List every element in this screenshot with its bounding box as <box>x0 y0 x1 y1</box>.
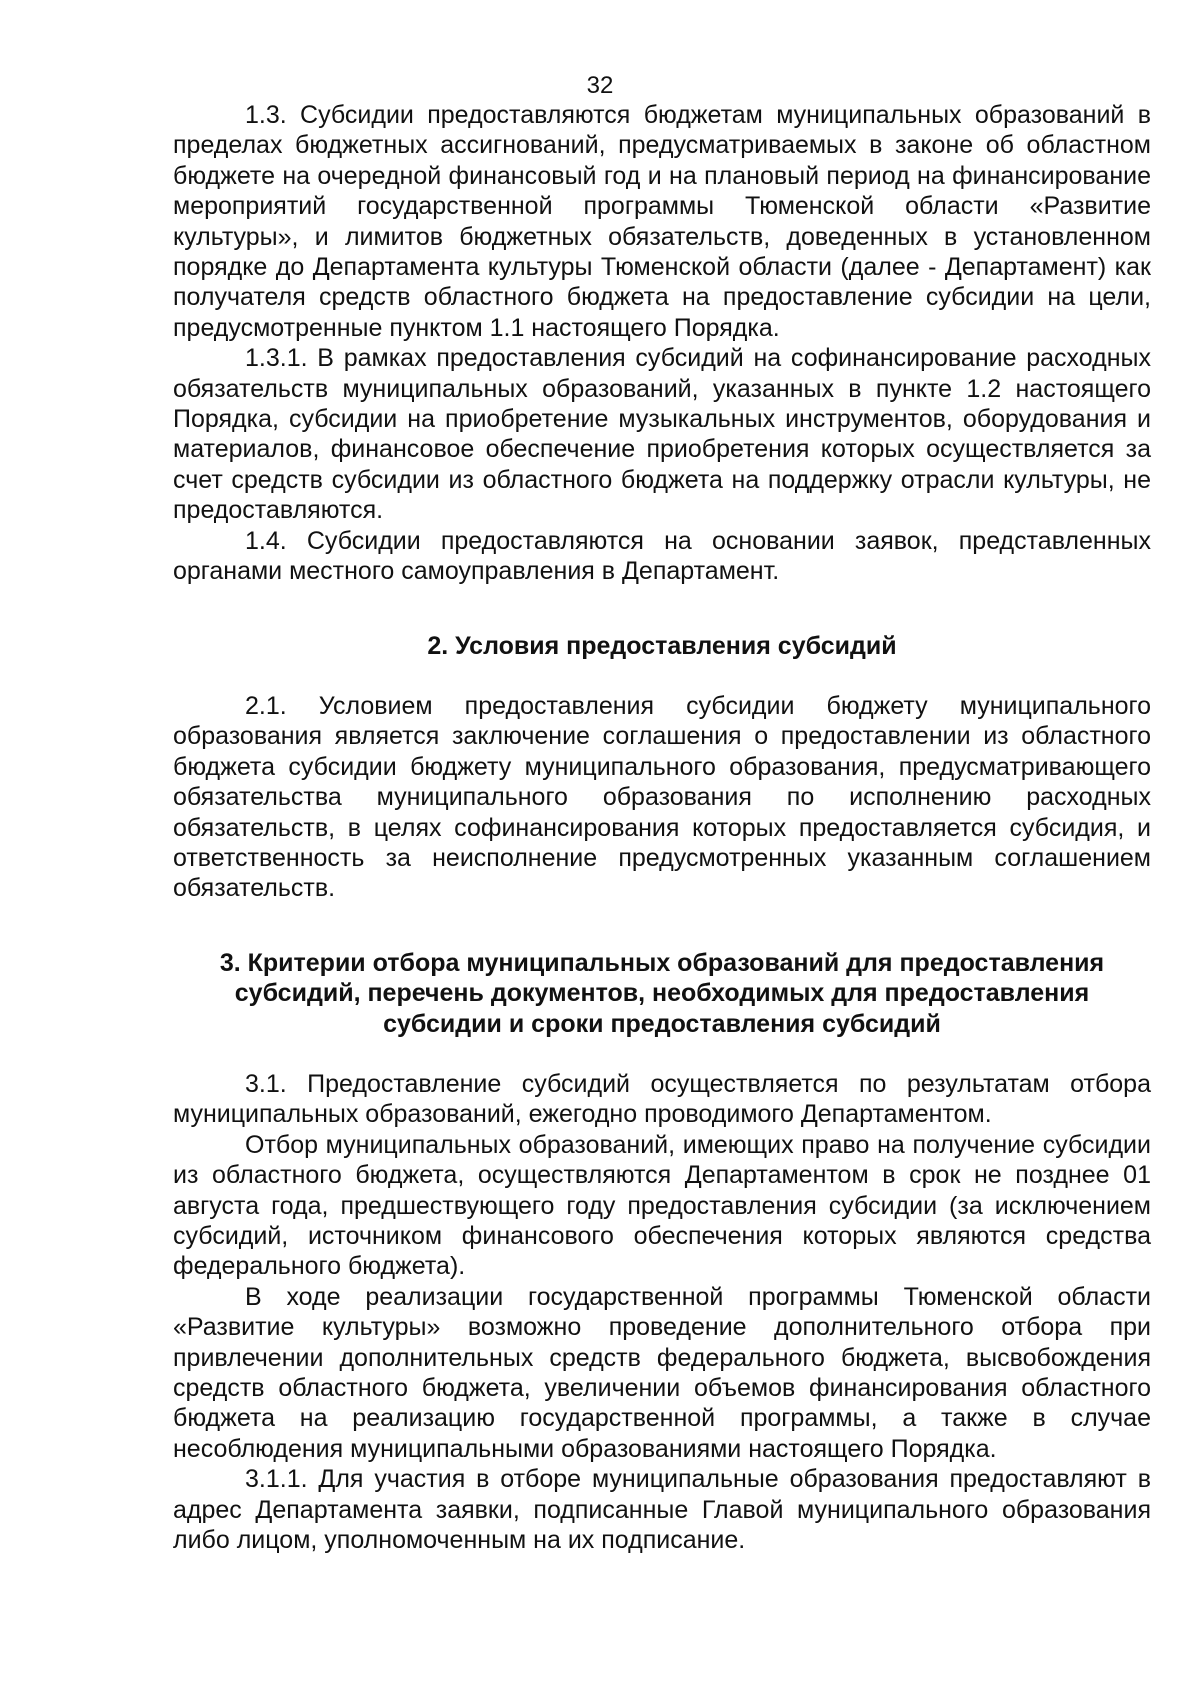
paragraph-1-3: 1.3. Субсидии предоставляются бюджетам муниципальных образований в пределах бюджетных ассигнований, предусматриваемых в законе об областном бюджете на очередной финансовый год и на плановый период на финансирование мероприятий государственной программы Тюменской области «Развитие культуры», и лимитов бюджетных обязательств, доведенных в установленном порядке до Департамента культуры Тюменской области (далее - Департамент) как получателя средств областного бюджета на предоставление субсидии на цели, предусмотренные пунктом 1.1 настоящего Порядка. <box>173 101 1151 342</box>
paragraph-selection: Отбор муниципальных образований, имеющих право на получение субсидии из областного бюджета, осуществляются Департаментом в срок не позднее 01 августа года, предшествующего году предоставления субсидии (за исключением субсидий, источником финансового обеспечения которых являются средства федерального бюджета). <box>173 1130 1151 1281</box>
paragraph-additional-selection: В ходе реализации государственной программы Тюменской области «Развитие культуры» возможно проведение дополнительного отбора при привлечении дополнительных средств федерального бюджета, высвобождения средств областного бюджета, увеличении объемов финансирования областного бюджета на реализацию государственной программы, а также в случае несоблюдения муниципальными образованиями настоящего Порядка. <box>173 1282 1151 1463</box>
paragraph-1-3-1: 1.3.1. В рамках предоставления субсидий на софинансирование расходных обязательств муниципальных образований, указанных в пункте 1.2 настоящего Порядка, субсидии на приобретение музыкальных инструментов, оборудования и материалов, финансовое обеспечение приобретения которых осуществляется за счет средств субсидии из областного бюджета на поддержку отрасли культуры, не предоставляются. <box>173 344 1151 525</box>
paragraph-1-4: 1.4. Субсидии предоставляются на основании заявок, представленных органами местного самоуправления в Департамент. <box>173 526 1151 586</box>
paragraph-2-1: 2.1. Условием предоставления субсидии бюджету муниципального образования является заключение соглашения о предоставлении из областного бюджета субсидии бюджету муниципального образования, предусматривающего обязательства муниципального образования по исполнению расходных обязательств, в целях софинансирования которых предоставляется субсидия, и ответственность за неисполнение предусмотренных указанным соглашением обязательств. <box>173 691 1151 903</box>
paragraph-3-1: 3.1. Предоставление субсидий осуществляется по результатам отбора муниципальных образований, ежегодно проводимого Департаментом. <box>173 1069 1151 1129</box>
page-number: 32 <box>586 72 614 99</box>
section-2-heading: 2. Условия предоставления субсидий <box>427 631 897 660</box>
section-3-heading: 3. Критерии отбора муниципальных образований для предоставления субсидий, перечень документов, необходимых для предоставления субсидии и сроки предоставления субсидий <box>219 948 1105 1038</box>
paragraph-3-1-1: 3.1.1. Для участия в отборе муниципальные образования предоставляют в адрес Департамента заявки, подписанные Главой муниципального образования либо лицом, уполномоченным на их подписание. <box>173 1465 1151 1555</box>
document-body <box>173 100 1151 1555</box>
